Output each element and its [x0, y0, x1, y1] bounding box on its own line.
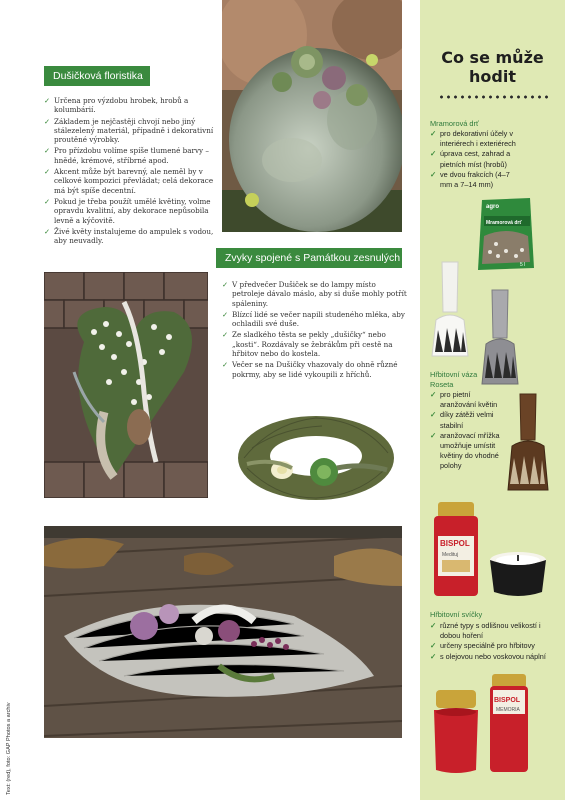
twig-wreath-photo [232, 398, 400, 508]
product-name-roseta [430, 370, 477, 390]
tall-red-candle-image [488, 674, 530, 774]
candle-brand-2: BISPOL [494, 697, 521, 704]
black-candle-image [486, 548, 550, 598]
product-list-svicky [430, 621, 556, 662]
list-item: ✓ úprava cest, zahrad a pietních míst (hrobů) [430, 149, 522, 169]
list-item: ✓ ve dvou frakcích (4–7 mm a 7–14 mm) [430, 170, 522, 190]
list-item: ✓ Základem je nejčastěji chvojí nebo jiný stálezelený materiál, případně i dekorativní proutěné výrobky. [44, 117, 214, 145]
section-title-zvyky: Zvyky spojené s Památkou zesnulých [216, 248, 402, 268]
list-item: ✓ Pro přízdobu volíme spíše tlumené barvy – hnědé, krémové, stříbrné apod. [44, 146, 214, 165]
list-item: ✓ Ze sladkého těsta se pekly „dušičky“ nebo „kosti“. Rozdávaly se žebrákům při cestě na hřbitov nebo do kostela. [222, 330, 408, 358]
list-item: ✓ Určena pro výzdobu hrobek, hrobů a kolumbárií. [44, 96, 214, 115]
product-name-mramorova-drt: Mramorová drť [430, 119, 479, 128]
list-item: ✓ určeny speciálně pro hřbitovy [430, 641, 556, 651]
list-item: ✓ Blízcí lidé se večer napili studeného mléka, aby ochladili své duše. [222, 310, 408, 329]
product-name-hrbitovni-svicky: Hřbitovní svíčky [430, 610, 483, 619]
product-name-line2: Roseta [430, 380, 454, 389]
sidebar-title-line1: Co se může [441, 48, 544, 67]
product-name-line1: Hřbitovní váza [430, 370, 478, 379]
red-candle-image [430, 502, 482, 598]
list-item: ✓ pro pietní aranžování květin [430, 390, 506, 410]
bag-label: Mramorová drť [486, 220, 522, 226]
list-item: ✓ Akcent může být barevný, ale neměl by v celkové kompozici převládat; celá dekorace má být spíše decentní. [44, 167, 214, 195]
list-item: ✓ Večer se na Dušičky vhazovaly do ohně různé pokrmy, aby se lidé vykoupili z hříchů. [222, 360, 408, 379]
sidebar-title [424, 48, 561, 86]
list-item: ✓ V předvečer Dušiček se do lampy místo petroleje dávalo máslo, aby si duše mohly potřít spáleniny. [222, 280, 408, 308]
heart-wreath-photo [44, 272, 208, 498]
grey-vase-image [480, 288, 520, 388]
list-item: ✓ pro dekorativní účely v interiérech i exteriérech [430, 129, 522, 149]
brown-vase-image [505, 392, 551, 494]
marble-chips-bag-image [476, 196, 536, 272]
photo-credit: Text: (red), foto: GAP Photos a archiv [6, 702, 12, 795]
candle-sub: Medituj [442, 552, 459, 558]
candle-brand: BISPOL [440, 539, 470, 548]
list-item: ✓ díky zátěži velmi stabilní [430, 410, 506, 430]
list-item: ✓ různé typy s odlišnou velikostí i dobou hoření [430, 621, 556, 641]
section-title-floristika: Dušičková floristika [44, 66, 150, 86]
zvyky-list [222, 280, 408, 381]
white-vase-image [430, 260, 470, 360]
bag-size: 5 l [520, 262, 526, 268]
list-item: ✓ aranžovací mřížka umožňuje umístit květiny do vhodné polohy [430, 431, 506, 472]
succulent-sphere-photo [222, 0, 402, 232]
sidebar-title-line2: hodit [469, 67, 516, 86]
product-list-mramorova-drt [430, 129, 522, 190]
product-list-roseta [430, 390, 506, 472]
list-item: ✓ Živé květy instalujeme do ampulek s vodou, aby neuvadly. [44, 227, 214, 246]
list-item: ✓ s olejovou nebo voskovou náplní [430, 652, 556, 662]
bag-brand: agro [486, 204, 500, 210]
floristika-list [44, 96, 214, 247]
dotted-divider [438, 95, 548, 99]
candle-sub-2: MEMORIA [496, 707, 520, 713]
list-item: ✓ Pokud je třeba použít umělé květiny, volme opravdu kvalitní, aby dekorace nepůsobila levně a kýčovitě. [44, 197, 214, 225]
short-red-candle-image [430, 690, 482, 774]
wicker-arrangement-photo [44, 526, 402, 738]
